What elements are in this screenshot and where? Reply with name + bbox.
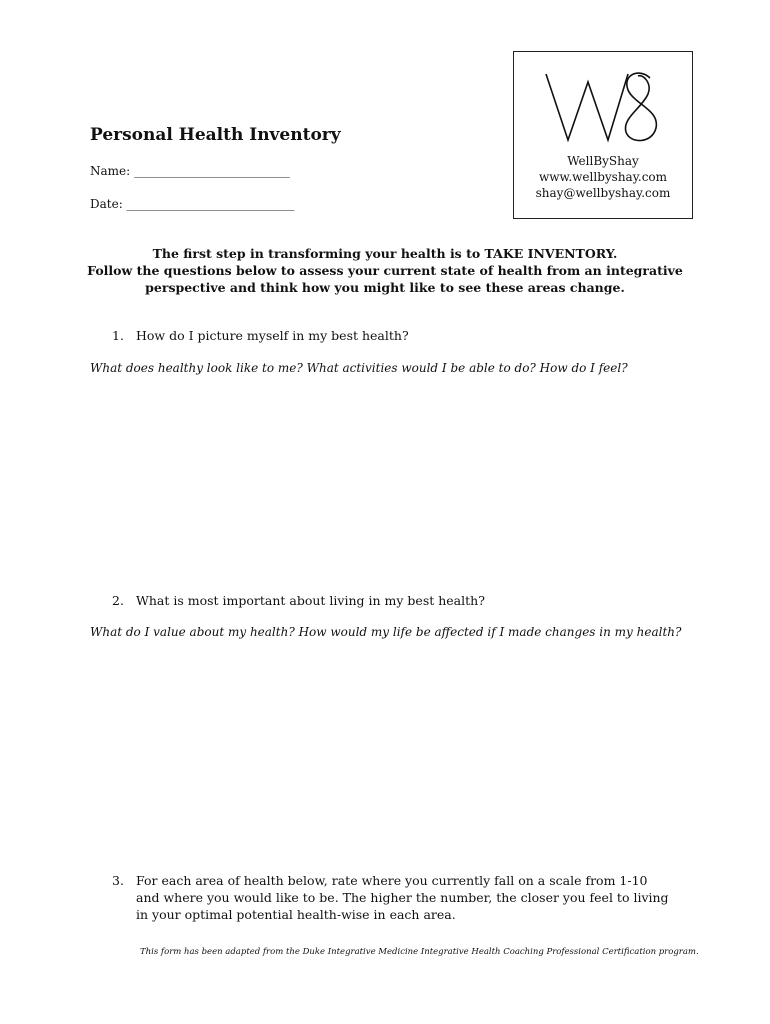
brand-logo-box	[513, 51, 693, 219]
name-field[interactable]: Name: __________________________	[90, 164, 290, 178]
question-number: 1.	[112, 328, 124, 343]
question-text: What is most important about living in my best health?	[136, 593, 485, 608]
question-text: For each area of health below, rate where you currently fall on a scale from 1-10 and where you would like to be. The higher the number, the closer you feel to living in your optimal potential health-wise in each area.	[136, 873, 669, 922]
brand-email-link[interactable]: shay@wellbyshay.com	[535, 186, 671, 200]
footer-note: This form has been adapted from the Duke Integrative Medicine Integrative Health Coaching Professional Certification program.	[140, 947, 699, 957]
intro-line-3: perspective and think how you might like to see these areas change.	[145, 280, 625, 295]
question-3	[112, 872, 672, 923]
brand-name: WellByShay	[567, 154, 639, 168]
brand-website-link[interactable]: www.wellbyshay.com	[538, 170, 668, 184]
date-field[interactable]: Date: ____________________________	[90, 197, 295, 211]
intro-line-2: Follow the questions below to assess your current state of health from an integrative	[87, 263, 683, 278]
question-text: How do I picture myself in my best health?	[136, 328, 409, 343]
question-2-prompt: What do I value about my health? How would my life be affected if I made changes in my health?	[90, 625, 682, 639]
question-2	[112, 592, 612, 609]
question-number: 2.	[112, 593, 124, 608]
question-number: 3.	[112, 873, 124, 888]
intro-line-1: The first step in transforming your health is to TAKE INVENTORY.	[152, 246, 618, 261]
intro-text	[60, 245, 710, 296]
question-1	[112, 327, 612, 344]
question-1-prompt: What does healthy look like to me? What activities would I be able to do? How do I feel?	[90, 361, 628, 375]
ws-logo-icon	[544, 68, 664, 146]
page-title: Personal Health Inventory	[90, 125, 341, 145]
